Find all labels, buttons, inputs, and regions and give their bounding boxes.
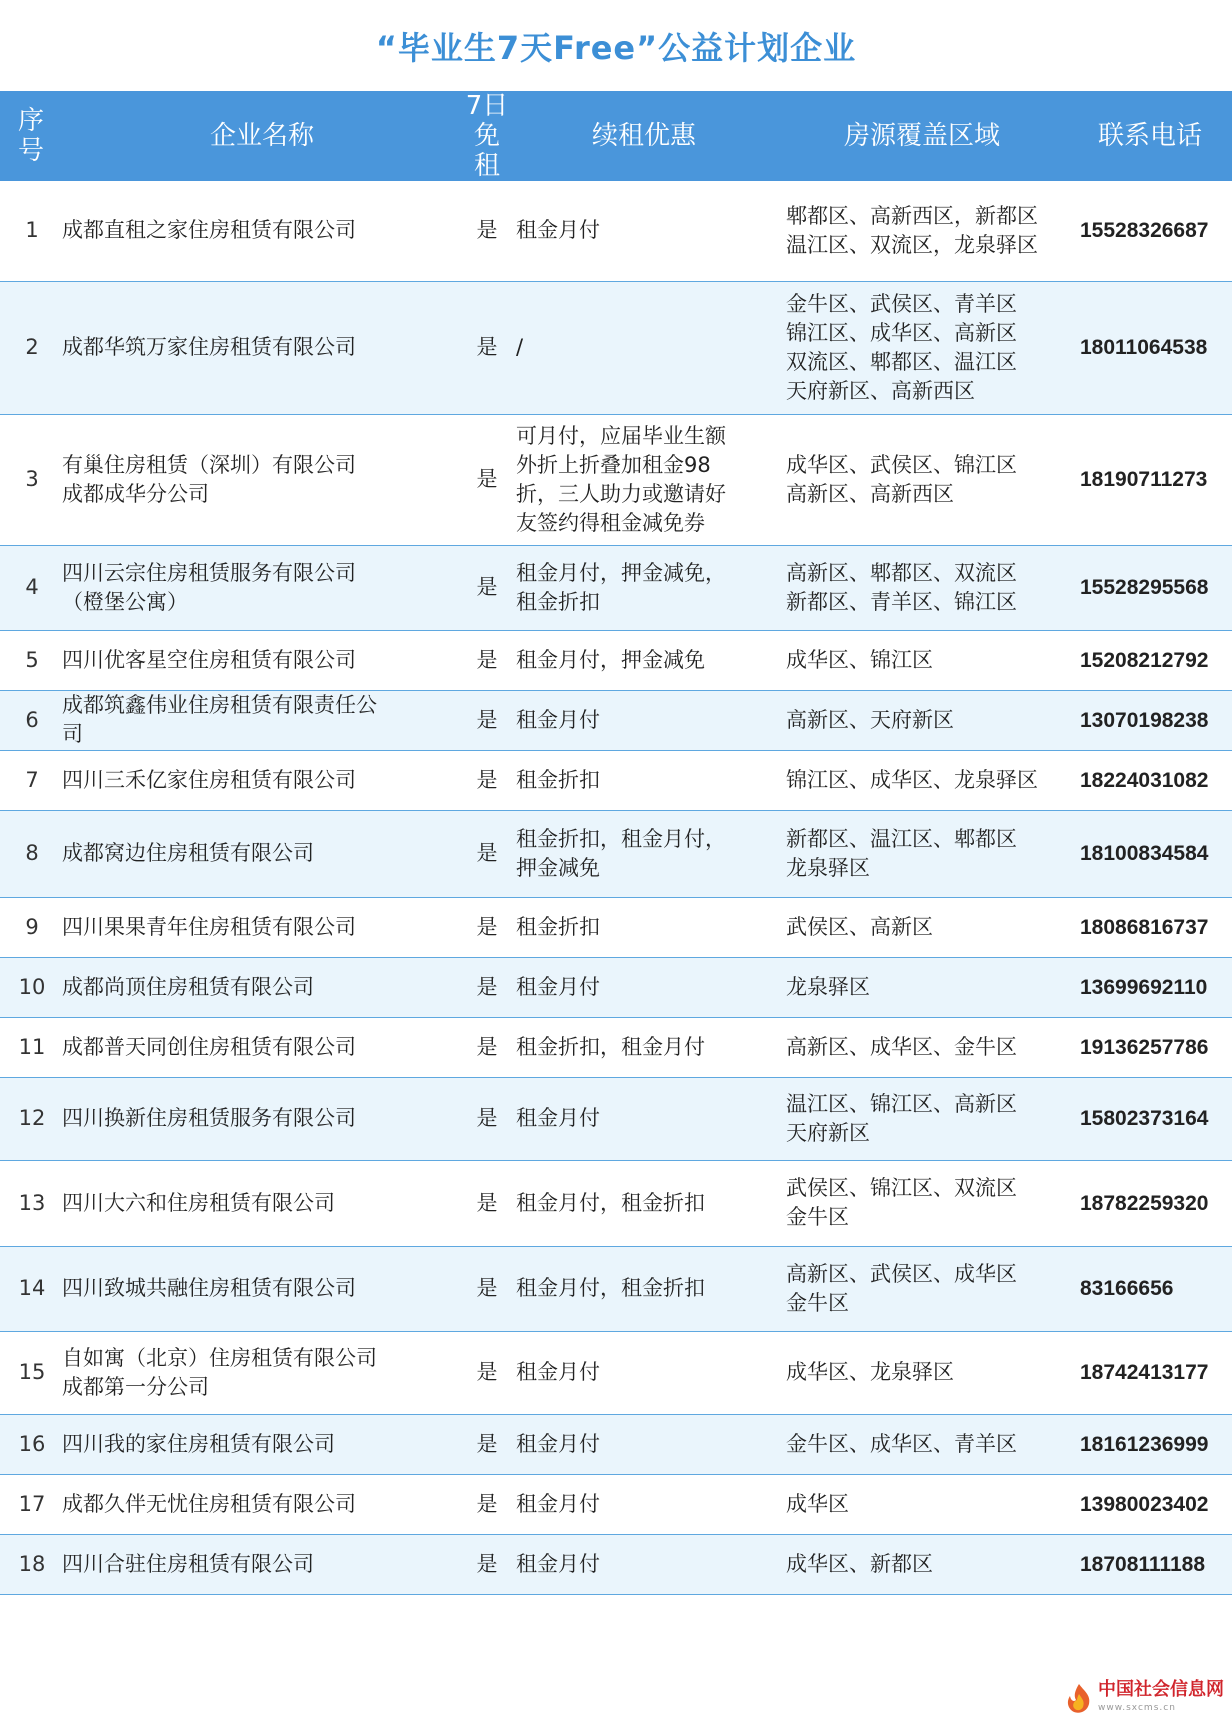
row-company-name-line: 成都第一分公司 bbox=[62, 1374, 209, 1399]
row-discount-line: 租金月付，押金减免 bbox=[516, 647, 705, 672]
row-discount-line: 租金月付 bbox=[516, 1360, 600, 1384]
row-free-rent: 是 bbox=[462, 414, 512, 545]
row-coverage-area bbox=[776, 281, 1068, 414]
col-header-discount: 续租优惠 bbox=[591, 121, 696, 151]
row-company-name-line: 成都华筑万家住房租赁有限公司 bbox=[62, 335, 356, 359]
row-company-name bbox=[62, 1246, 462, 1331]
row-free-rent: 是 bbox=[462, 810, 512, 897]
row-company-name bbox=[62, 545, 462, 630]
row-company-name-line: 司 bbox=[62, 722, 83, 746]
row-coverage-area-line: 天府新区、高新西区 bbox=[786, 378, 975, 403]
row-discount bbox=[512, 181, 776, 281]
row-free-rent: 是 bbox=[462, 690, 512, 750]
row-free-rent: 是 bbox=[462, 1474, 512, 1534]
row-free-rent: 是 bbox=[462, 630, 512, 690]
row-company-name bbox=[62, 1474, 462, 1534]
row-company-name bbox=[62, 1534, 462, 1594]
col-header-name: 企业名称 bbox=[209, 121, 314, 151]
row-discount-line: 租金折扣 bbox=[516, 914, 600, 939]
table-row bbox=[0, 690, 1232, 750]
row-company-name bbox=[62, 810, 462, 897]
col-header-free-line2: 免租 bbox=[473, 121, 500, 181]
row-discount-line: 租金月付，押金减免， bbox=[516, 560, 726, 585]
row-company-name bbox=[62, 1077, 462, 1160]
row-phone: 13699692110 bbox=[1068, 957, 1232, 1017]
row-coverage-area bbox=[776, 545, 1068, 630]
row-free-rent: 是 bbox=[462, 181, 512, 281]
row-coverage-area-line: 成华区、武侯区、锦江区 bbox=[786, 452, 1017, 477]
row-coverage-area-line: 龙泉驿区 bbox=[786, 855, 870, 880]
row-coverage-area-line: 新都区、温江区、郫都区 bbox=[786, 826, 1017, 851]
row-coverage-area-line: 温江区、双流区，龙泉驿区 bbox=[786, 232, 1038, 257]
row-discount-line: 租金折扣 bbox=[516, 589, 600, 614]
watermark-logo bbox=[1062, 1681, 1224, 1717]
table-row bbox=[0, 1331, 1232, 1414]
row-discount bbox=[512, 750, 776, 810]
row-discount-line: 租金月付 bbox=[516, 1431, 600, 1456]
row-free-rent: 是 bbox=[462, 1414, 512, 1474]
row-coverage-area bbox=[776, 690, 1068, 750]
row-index: 9 bbox=[0, 897, 62, 957]
row-phone: 18011064538 bbox=[1068, 281, 1232, 414]
row-company-name-line: 成都久伴无忧住房租赁有限公司 bbox=[62, 1491, 356, 1516]
row-coverage-area-line: 金牛区 bbox=[786, 1290, 849, 1315]
row-discount bbox=[512, 810, 776, 897]
row-index: 14 bbox=[0, 1246, 62, 1331]
row-discount bbox=[512, 1331, 776, 1414]
row-discount-line: 租金月付 bbox=[516, 1106, 600, 1130]
row-discount bbox=[512, 1246, 776, 1331]
row-discount bbox=[512, 414, 776, 545]
table-row bbox=[0, 1246, 1232, 1331]
table-row bbox=[0, 414, 1232, 545]
row-index: 18 bbox=[0, 1534, 62, 1594]
row-index: 16 bbox=[0, 1414, 62, 1474]
row-company-name bbox=[62, 957, 462, 1017]
page-title: “毕业生7天Free”公益计划企业 bbox=[375, 28, 857, 67]
row-discount-line: 租金折扣，租金月付， bbox=[516, 826, 726, 851]
row-coverage-area bbox=[776, 181, 1068, 281]
row-company-name-line: 有巢住房租赁（深圳）有限公司 bbox=[62, 452, 356, 477]
row-coverage-area-line: 金牛区、成华区、青羊区 bbox=[786, 1431, 1017, 1456]
row-company-name-line: 四川果果青年住房租赁有限公司 bbox=[62, 914, 356, 939]
col-header-index bbox=[0, 91, 62, 181]
row-index: 2 bbox=[0, 281, 62, 414]
row-coverage-area-line: 新都区、青羊区、锦江区 bbox=[786, 589, 1017, 614]
row-phone: 15802373164 bbox=[1068, 1077, 1232, 1160]
table-header bbox=[0, 91, 1232, 181]
row-coverage-area bbox=[776, 1534, 1068, 1594]
row-company-name-line: 四川大六和住房租赁有限公司 bbox=[62, 1190, 335, 1215]
row-company-name-line: 成都普天同创住房租赁有限公司 bbox=[62, 1034, 356, 1059]
row-index: 8 bbox=[0, 810, 62, 897]
table-row bbox=[0, 810, 1232, 897]
row-discount bbox=[512, 545, 776, 630]
row-company-name bbox=[62, 1160, 462, 1246]
row-phone: 18100834584 bbox=[1068, 810, 1232, 897]
row-discount-line: 外折上折叠加租金98 bbox=[516, 452, 711, 477]
row-coverage-area-line: 成华区 bbox=[786, 1491, 849, 1516]
row-company-name-line: 四川三禾亿家住房租赁有限公司 bbox=[62, 767, 356, 792]
col-header-phone: 联系电话 bbox=[1097, 121, 1202, 151]
table-row bbox=[0, 545, 1232, 630]
table-row bbox=[0, 1414, 1232, 1474]
row-discount-line: 租金月付 bbox=[516, 974, 600, 999]
row-discount-line: 租金折扣，租金月付 bbox=[516, 1034, 705, 1059]
row-discount bbox=[512, 1160, 776, 1246]
row-coverage-area bbox=[776, 1017, 1068, 1077]
row-coverage-area-line: 高新区、高新西区 bbox=[786, 481, 954, 506]
table-row bbox=[0, 181, 1232, 281]
watermark-sub: www.sxcms.cn bbox=[1098, 1703, 1176, 1713]
row-company-name-line: 成都成华分公司 bbox=[62, 481, 209, 506]
row-free-rent: 是 bbox=[462, 1077, 512, 1160]
row-company-name bbox=[62, 1414, 462, 1474]
row-discount bbox=[512, 281, 776, 414]
row-coverage-area bbox=[776, 1246, 1068, 1331]
row-phone: 18161236999 bbox=[1068, 1414, 1232, 1474]
row-discount bbox=[512, 630, 776, 690]
row-phone: 19136257786 bbox=[1068, 1017, 1232, 1077]
row-coverage-area-line: 温江区、锦江区、高新区 bbox=[786, 1091, 1017, 1116]
row-index: 7 bbox=[0, 750, 62, 810]
row-phone: 15208212792 bbox=[1068, 630, 1232, 690]
row-phone: 15528295568 bbox=[1068, 545, 1232, 630]
row-coverage-area bbox=[776, 1414, 1068, 1474]
row-discount bbox=[512, 897, 776, 957]
watermark-text: 中国社会信息网 bbox=[1098, 1679, 1224, 1700]
table-row bbox=[0, 1474, 1232, 1534]
table-row bbox=[0, 630, 1232, 690]
row-phone: 18708111188 bbox=[1068, 1534, 1232, 1594]
row-phone: 13980023402 bbox=[1068, 1474, 1232, 1534]
col-header-free-line1: 7日 bbox=[465, 91, 509, 121]
row-discount-line: 租金月付 bbox=[516, 1551, 600, 1576]
row-coverage-area bbox=[776, 750, 1068, 810]
row-coverage-area bbox=[776, 630, 1068, 690]
row-company-name-line: 成都直租之家住房租赁有限公司 bbox=[62, 218, 356, 243]
row-coverage-area-line: 高新区、郫都区、双流区 bbox=[786, 560, 1017, 585]
row-index: 3 bbox=[0, 414, 62, 545]
row-index: 17 bbox=[0, 1474, 62, 1534]
row-company-name bbox=[62, 897, 462, 957]
row-discount bbox=[512, 1414, 776, 1474]
flame-logo-icon bbox=[1062, 1682, 1096, 1716]
row-free-rent: 是 bbox=[462, 1017, 512, 1077]
row-discount-line: / bbox=[516, 335, 524, 359]
row-coverage-area-line: 龙泉驿区 bbox=[786, 974, 870, 999]
row-discount bbox=[512, 1077, 776, 1160]
row-company-name-line: （橙堡公寓） bbox=[62, 589, 188, 614]
row-company-name bbox=[62, 1017, 462, 1077]
row-discount bbox=[512, 1017, 776, 1077]
row-discount-line: 租金月付，租金折扣 bbox=[516, 1276, 705, 1300]
row-coverage-area-line: 锦江区、成华区、龙泉驿区 bbox=[786, 767, 1038, 792]
row-coverage-area-line: 双流区、郫都区、温江区 bbox=[786, 349, 1017, 374]
row-discount bbox=[512, 1474, 776, 1534]
row-coverage-area-line: 郫都区、高新西区，新都区 bbox=[786, 203, 1038, 228]
row-free-rent: 是 bbox=[462, 1534, 512, 1594]
row-coverage-area-line: 成华区、新都区 bbox=[786, 1551, 933, 1576]
row-discount-line: 友签约得租金减免券 bbox=[516, 510, 705, 535]
row-discount-line: 租金月付 bbox=[516, 1491, 600, 1516]
company-table bbox=[0, 91, 1232, 1595]
row-free-rent: 是 bbox=[462, 1331, 512, 1414]
row-coverage-area bbox=[776, 1160, 1068, 1246]
col-header-area: 房源覆盖区域 bbox=[843, 121, 1000, 151]
row-phone: 18224031082 bbox=[1068, 750, 1232, 810]
row-coverage-area-line: 天府新区 bbox=[786, 1120, 870, 1145]
row-coverage-area-line: 武侯区、高新区 bbox=[786, 914, 933, 939]
row-coverage-area bbox=[776, 1474, 1068, 1534]
row-discount-line: 租金月付 bbox=[516, 218, 600, 243]
row-discount-line: 租金折扣 bbox=[516, 767, 600, 792]
row-phone: 13070198238 bbox=[1068, 690, 1232, 750]
row-index: 10 bbox=[0, 957, 62, 1017]
row-discount bbox=[512, 957, 776, 1017]
row-index: 5 bbox=[0, 630, 62, 690]
row-phone: 18190711273 bbox=[1068, 414, 1232, 545]
row-company-name-line: 四川合驻住房租赁有限公司 bbox=[62, 1551, 314, 1576]
row-discount-line: 可月付，应届毕业生额 bbox=[516, 423, 726, 448]
row-company-name-line: 四川致城共融住房租赁有限公司 bbox=[62, 1276, 356, 1300]
table-row bbox=[0, 1017, 1232, 1077]
row-discount-line: 折，三人助力或邀请好 bbox=[516, 481, 726, 506]
row-company-name bbox=[62, 1331, 462, 1414]
col-header-free bbox=[462, 91, 512, 181]
row-free-rent: 是 bbox=[462, 545, 512, 630]
row-coverage-area-line: 高新区、武侯区、成华区 bbox=[786, 1261, 1017, 1286]
table-row bbox=[0, 897, 1232, 957]
row-phone: 83166656 bbox=[1068, 1246, 1232, 1331]
row-coverage-area bbox=[776, 1331, 1068, 1414]
row-phone: 18742413177 bbox=[1068, 1331, 1232, 1414]
row-company-name-line: 成都窝边住房租赁有限公司 bbox=[62, 841, 314, 865]
row-coverage-area-line: 金牛区 bbox=[786, 1205, 849, 1229]
row-index: 13 bbox=[0, 1160, 62, 1246]
row-coverage-area-line: 成华区、锦江区 bbox=[786, 647, 933, 672]
row-index: 4 bbox=[0, 545, 62, 630]
row-company-name bbox=[62, 750, 462, 810]
row-coverage-area bbox=[776, 1077, 1068, 1160]
row-discount bbox=[512, 1534, 776, 1594]
row-free-rent: 是 bbox=[462, 281, 512, 414]
row-coverage-area bbox=[776, 414, 1068, 545]
table-row bbox=[0, 1160, 1232, 1246]
row-coverage-area bbox=[776, 957, 1068, 1017]
row-coverage-area-line: 锦江区、成华区、高新区 bbox=[786, 320, 1017, 345]
col-header-index-line1: 序 bbox=[17, 106, 44, 136]
row-company-name bbox=[62, 281, 462, 414]
row-free-rent: 是 bbox=[462, 897, 512, 957]
table-body bbox=[0, 181, 1232, 1594]
row-index: 11 bbox=[0, 1017, 62, 1077]
row-company-name-line: 四川换新住房租赁服务有限公司 bbox=[62, 1106, 356, 1130]
row-index: 12 bbox=[0, 1077, 62, 1160]
row-company-name-line: 成都筑鑫伟业住房租赁有限责任公 bbox=[62, 693, 377, 717]
row-discount-line: 押金减免 bbox=[516, 855, 600, 880]
row-coverage-area-line: 武侯区、锦江区、双流区 bbox=[786, 1176, 1017, 1200]
row-index: 1 bbox=[0, 181, 62, 281]
table-row bbox=[0, 1077, 1232, 1160]
row-coverage-area bbox=[776, 810, 1068, 897]
table-row bbox=[0, 957, 1232, 1017]
table-row bbox=[0, 750, 1232, 810]
row-free-rent: 是 bbox=[462, 1160, 512, 1246]
row-company-name-line: 四川我的家住房租赁有限公司 bbox=[62, 1431, 335, 1456]
col-header-index-line2: 号 bbox=[17, 136, 44, 166]
row-coverage-area bbox=[776, 897, 1068, 957]
row-phone: 18086816737 bbox=[1068, 897, 1232, 957]
row-company-name bbox=[62, 690, 462, 750]
table-row bbox=[0, 1534, 1232, 1594]
row-free-rent: 是 bbox=[462, 957, 512, 1017]
row-coverage-area-line: 金牛区、武侯区、青羊区 bbox=[786, 291, 1017, 316]
row-coverage-area-line: 成华区、龙泉驿区 bbox=[786, 1360, 954, 1384]
row-company-name-line: 成都尚顶住房租赁有限公司 bbox=[62, 974, 314, 999]
row-index: 6 bbox=[0, 690, 62, 750]
row-company-name-line: 自如寓（北京）住房租赁有限公司 bbox=[62, 1345, 377, 1370]
row-discount-line: 租金月付 bbox=[516, 707, 600, 732]
title-bar bbox=[0, 0, 1232, 91]
row-free-rent: 是 bbox=[462, 750, 512, 810]
row-company-name-line: 四川云宗住房租赁服务有限公司 bbox=[62, 560, 356, 585]
row-free-rent: 是 bbox=[462, 1246, 512, 1331]
row-discount-line: 租金月付，租金折扣 bbox=[516, 1190, 705, 1215]
row-discount bbox=[512, 690, 776, 750]
row-coverage-area-line: 高新区、天府新区 bbox=[786, 707, 954, 732]
row-phone: 15528326687 bbox=[1068, 181, 1232, 281]
row-index: 15 bbox=[0, 1331, 62, 1414]
row-company-name bbox=[62, 181, 462, 281]
row-company-name bbox=[62, 414, 462, 545]
row-company-name-line: 四川优客星空住房租赁有限公司 bbox=[62, 647, 356, 672]
table-row bbox=[0, 281, 1232, 414]
row-coverage-area-line: 高新区、成华区、金牛区 bbox=[786, 1034, 1017, 1059]
row-phone: 18782259320 bbox=[1068, 1160, 1232, 1246]
row-company-name bbox=[62, 630, 462, 690]
